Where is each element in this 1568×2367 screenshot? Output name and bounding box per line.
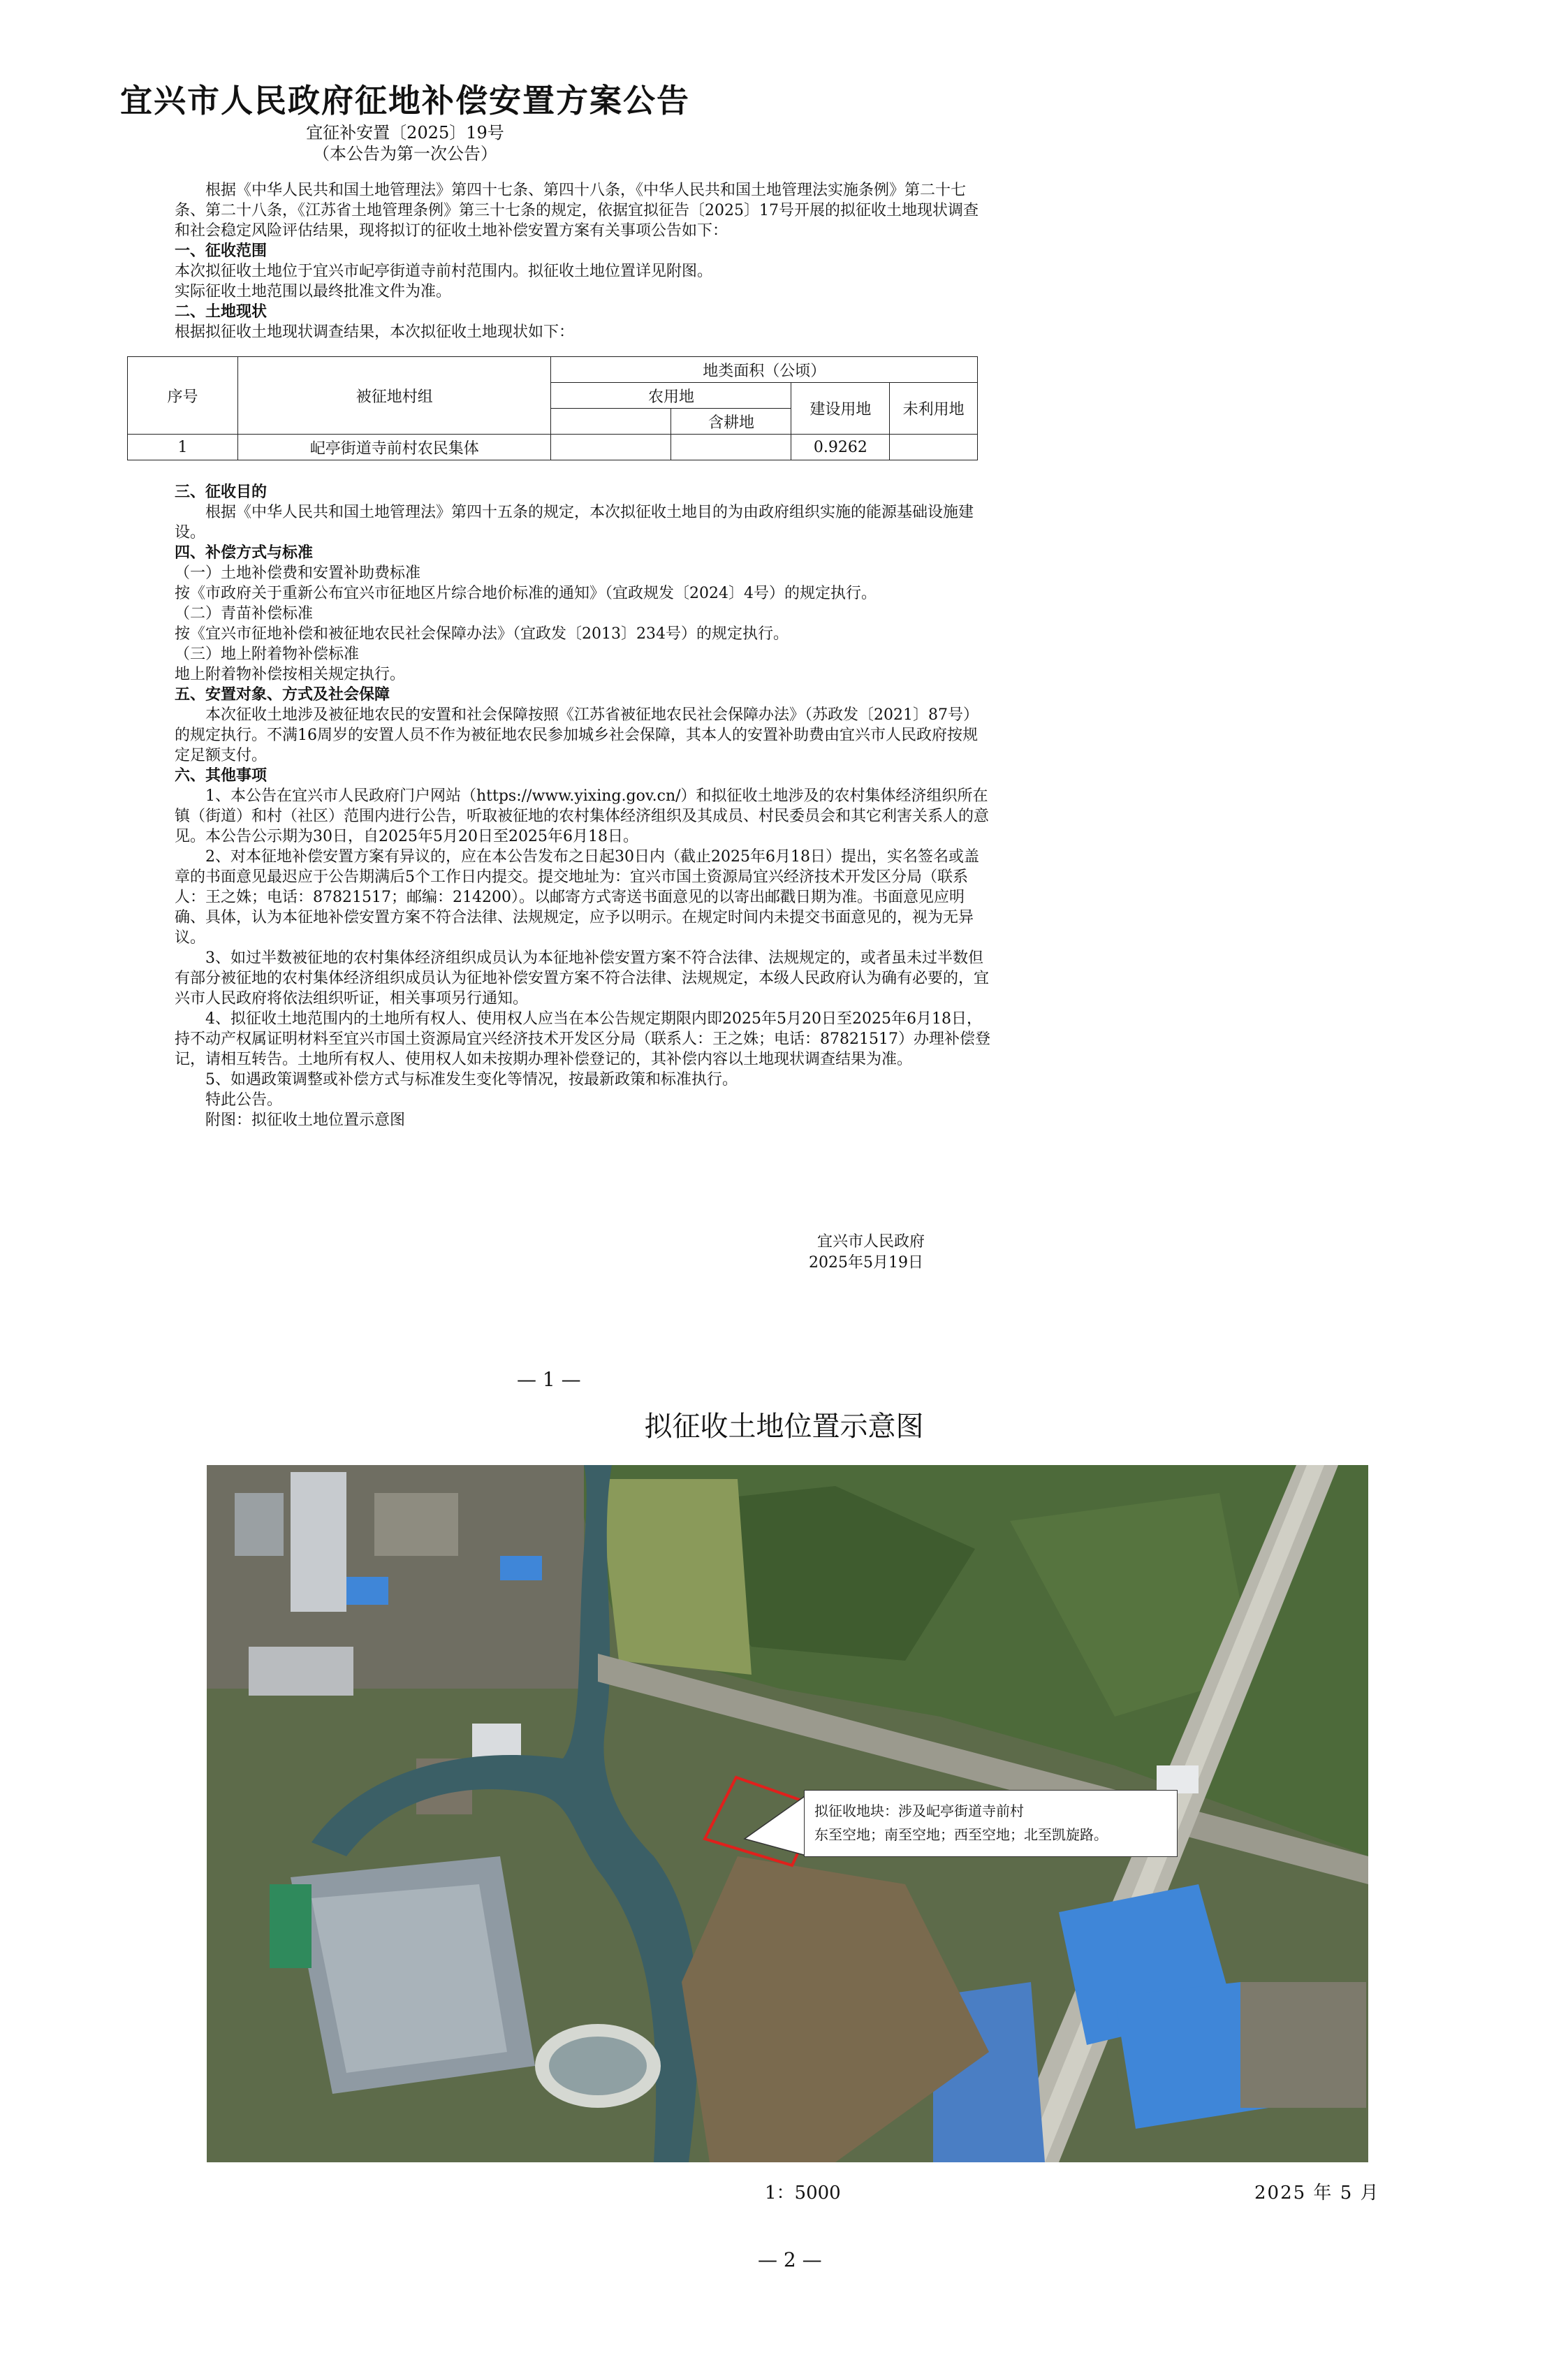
section5-text: 本次征收土地涉及被征地农民的安置和社会保障按照《江苏省被征地农民社会保障办法》（苏政发〔2021〕87号）的规定执行。不满16周岁的安置人员不作为被征地农民参加城乡社会保障，其本人的安置补助费由宜兴市人民政府按规定足额支付。 — [175, 706, 979, 764]
section6-item2: 2、对本征地补偿安置方案有异议的，应在本公告发布之日起30日内（截止2025年6月18日）提出，实名签名或盖章的书面意见最迟应于公告期满后5个工作日内提交。提交地址为：宜兴市国土资源局宜兴经济技术开发区分局（联系人：王之姝；电话：87821517；邮编：214200）。以邮寄方式寄送书面意见的以寄出邮戳日期为准。书面意见应明确、具体，认为本征地补偿安置方案不符合法律、法规规定，应予以明示。在规定时间内未提交书面意见的，视为无异议。 — [175, 848, 979, 947]
cell-agri — [551, 435, 671, 460]
signature-date: 2025年5月19日 — [809, 1254, 923, 1272]
section4-heading: 四、补偿方式与标准 — [175, 544, 314, 562]
parcel-callout — [804, 1790, 1178, 1857]
satellite-image — [207, 1465, 1368, 2162]
th-village-group: 被征地村组 — [237, 357, 551, 435]
section5-heading: 五、安置对象、方式及社会保障 — [175, 685, 390, 704]
th-agri-blank — [551, 409, 671, 435]
page-number-1: — 1 — — [517, 1368, 581, 1391]
section4-sub3: （三）地上附着物补偿标准 — [175, 646, 360, 663]
signature-org: 宜兴市人民政府 — [817, 1233, 925, 1251]
notice-title: 宜兴市人民政府征地补偿安置方案公告 — [120, 82, 690, 119]
section6-heading: 六、其他事项 — [175, 766, 268, 785]
map-date: 2025 年 5 月 — [1254, 2183, 1380, 2204]
map-title: 拟征收土地位置示意图 — [644, 1411, 924, 1443]
section6-item4: 4、拟征收土地范围内的土地所有权人、使用权人应当在本公告规定期限内即2025年5月20日至2025年6月18日，持不动产权属证明材料至宜兴市国土资源局宜兴经济技术开发区分局（联系人：王之姝；电话：87821517）办理补偿登记，请相互转告。土地所有权人、使用权人如未按期办理补偿登记的，其补偿内容以土地现状调查结果为准。 — [175, 1010, 990, 1068]
section4-sub2-text: 按《宜兴市征地补偿和被征地农民社会保障办法》（宜政发〔2013〕234号）的规定执行。 — [175, 625, 789, 643]
location-map — [207, 1465, 1368, 2162]
th-land-area: 地类面积（公顷） — [551, 357, 978, 383]
intro-paragraph: 根据《中华人民共和国土地管理法》第四十七条、第四十八条，《中华人民共和国土地管理法实施条例》第二十七条、第二十八条，《江苏省土地管理条例》第三十七条的规定，依据宜拟征告〔2025〕17号开展的拟征收土地现状调查和社会稳定风险评估结果，现将拟订的征收土地补偿安置方案有关事项公告如下： — [175, 182, 979, 240]
section6-item5: 5、如遇政策调整或补偿方式与标准发生变化等情况，按最新政策和标准执行。 — [205, 1071, 738, 1088]
cell-construction: 0.9262 — [791, 435, 890, 460]
callout-line2: 东至空地；南至空地；西至空地；北至凯旋路。 — [814, 1826, 1108, 1843]
section4-sub1-text: 按《市政府关于重新公布宜兴市征地区片综合地价标准的通知》（宜政规发〔2024〕4号）的规定执行。 — [175, 585, 877, 602]
section1-line2: 实际征收土地范围以最终批准文件为准。 — [175, 283, 452, 300]
section4-sub3-text: 地上附着物补偿按相关规定执行。 — [175, 666, 406, 683]
section2-line1: 根据拟征收土地现状调查结果，本次拟征收土地现状如下： — [175, 323, 575, 341]
closing-line: 特此公告。 — [205, 1091, 283, 1109]
attachment-line: 附图：拟征收土地位置示意图 — [205, 1112, 406, 1129]
section4-sub1: （一）土地补偿费和安置补助费标准 — [175, 565, 421, 582]
cell-seq: 1 — [128, 435, 238, 460]
doc-number: 宜征补安置〔2025〕19号 — [306, 123, 504, 143]
section3-heading: 三、征收目的 — [175, 483, 268, 501]
land-status-table — [127, 356, 978, 460]
notice-body — [175, 180, 992, 342]
map-scale: 1：5000 — [765, 2183, 841, 2204]
cell-arable — [671, 435, 791, 460]
section1-line1: 本次拟征收土地位于宜兴市屺亭街道寺前村范围内。拟征收土地位置详见附图。 — [175, 263, 713, 280]
cell-unused — [890, 435, 978, 460]
th-construction: 建设用地 — [791, 383, 890, 435]
page-number-2: — 2 — — [758, 2248, 822, 2271]
cell-village-group: 屺亭街道寺前村农民集体 — [237, 435, 551, 460]
table-row — [128, 435, 978, 460]
section3-line1: 根据《中华人民共和国土地管理法》第四十五条的规定，本次拟征收土地目的为由政府组织实施的能源基础设施建设。 — [175, 504, 974, 541]
th-unused: 未利用地 — [890, 383, 978, 435]
section2-heading: 二、土地现状 — [175, 303, 268, 321]
th-arable: 含耕地 — [671, 409, 791, 435]
notice-body-continued — [175, 482, 992, 1130]
section1-heading: 一、征收范围 — [175, 242, 268, 260]
section4-sub2: （二）青苗补偿标准 — [175, 605, 314, 622]
th-agricultural: 农用地 — [551, 383, 791, 409]
callout-line1: 拟征收地块：涉及屺亭街道寺前村 — [814, 1802, 1024, 1819]
section6-item3: 3、如过半数被征地的农村集体经济组织成员认为本征地补偿安置方案不符合法律、法规规定的，或者虽未过半数但有部分被征地的农村集体经济组织成员认为征地补偿安置方案不符合法律、法规规定，本级人民政府认为确有必要的，宜兴市人民政府将依法组织听证，相关事项另行通知。 — [175, 949, 990, 1007]
section6-item1: 1、本公告在宜兴市人民政府门户网站（https://www.yixing.gov.cn/）和拟征收土地涉及的农村集体经济组织所在镇（街道）和村（社区）范围内进行公告，听取被征地的农村集体经济组织及其成员、村民委员会和其它利害关系人的意见。本公告公示期为30日，自2025年5月20日至2025年6月18日。 — [175, 787, 990, 845]
notice-sequence-note: （本公告为第一次公告） — [313, 144, 497, 163]
th-seq: 序号 — [128, 357, 238, 435]
